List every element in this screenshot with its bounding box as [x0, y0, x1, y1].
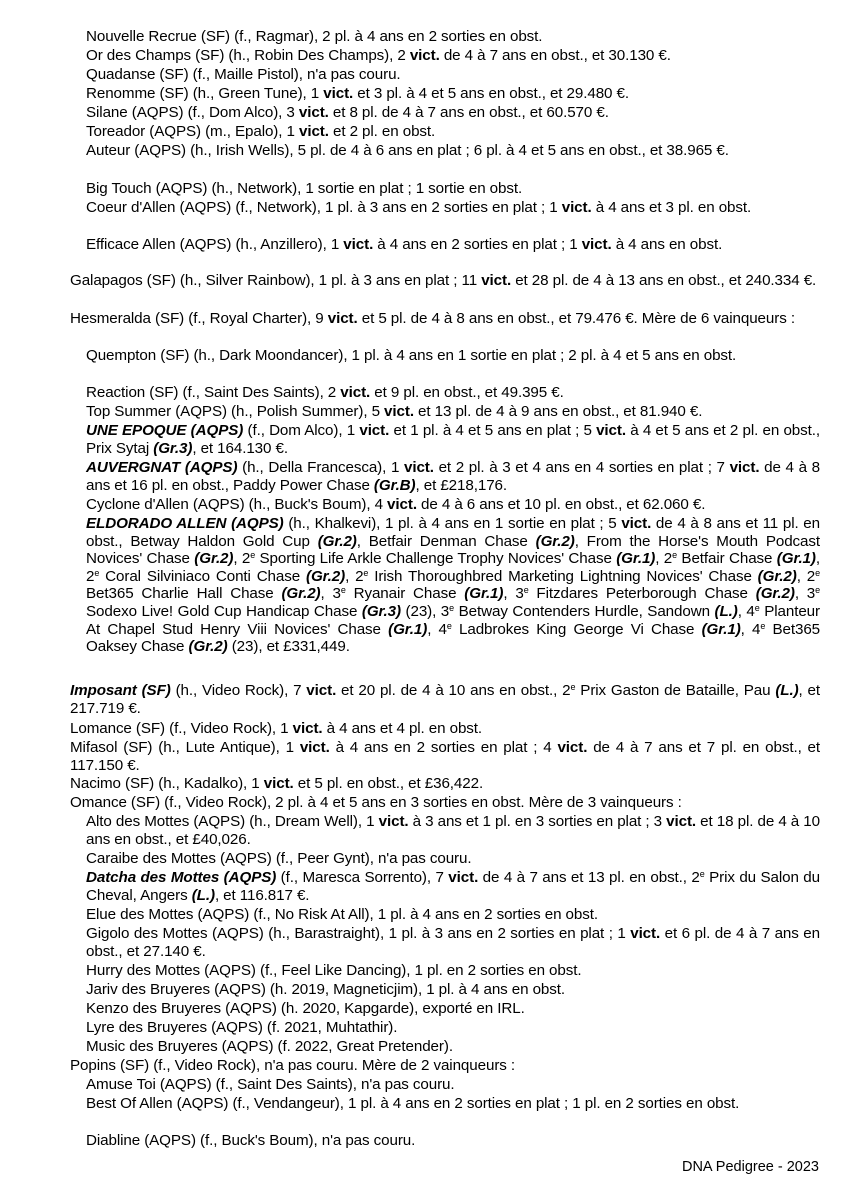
- entry-text: , 2: [86, 550, 820, 585]
- produce-entry: [86, 1038, 820, 1056]
- produce-entry: [86, 123, 820, 141]
- entry-text: Irish Thoroughbred Marketing Lightning Novices' Chase: [368, 567, 758, 585]
- victories-label: vict.: [729, 459, 760, 476]
- entry-text: Silane (AQPS) (f., Dom Alco), 3: [86, 104, 299, 121]
- entry-text: , 2: [655, 550, 673, 568]
- entry-text: Betfair Chase: [677, 550, 777, 568]
- entry-text: Betway Contenders Hurdle, Sandown: [454, 602, 715, 620]
- entry-text: Bet365 Charlie Hall Chase: [86, 585, 282, 603]
- victories-label: vict.: [299, 739, 330, 756]
- entry-text: Music des Bruyeres (AQPS) (f. 2022, Great Pretender).: [86, 1038, 453, 1055]
- entry-text: Gigolo des Mottes (AQPS) (h., Barastraight), 1 pl. à 3 ans en 2 sorties en plat ; 1: [86, 925, 631, 942]
- entry-text: , From the Horse's Mouth Podcast Novices' Chase: [86, 532, 820, 568]
- entry-text: , et 217.719 €.: [70, 682, 820, 717]
- entry-text: Prix du Salon du Cheval, Angers: [86, 869, 820, 904]
- produce-entry: [86, 142, 820, 160]
- race-grade: (Gr.1): [701, 620, 741, 638]
- entry-text: , 3: [794, 585, 816, 603]
- produce-entry: [86, 104, 820, 122]
- produce-entry: [86, 199, 820, 217]
- race-grade: (Gr.1): [464, 585, 504, 603]
- produce-entry: [86, 925, 820, 960]
- produce-entry: [86, 906, 820, 924]
- entry-text: et 9 pl. en obst., et 49.395 €.: [370, 384, 564, 401]
- entry-text: Nacimo (SF) (h., Kadalko), 1: [70, 775, 264, 792]
- victories-label: vict.: [378, 813, 409, 830]
- ordinal-suffix: e: [570, 682, 576, 692]
- race-grade: (L.): [775, 682, 799, 699]
- entry-text: Diabline (AQPS) (f., Buck's Boum), n'a pas couru.: [86, 1132, 416, 1149]
- horse-name-highlight: UNE EPOQUE (AQPS): [86, 422, 244, 439]
- victories-label: vict.: [481, 272, 512, 289]
- entry-text: , 3: [320, 585, 341, 603]
- produce-entry: [86, 28, 820, 46]
- ordinal-suffix: e: [672, 550, 678, 561]
- entry-text: , 4: [737, 602, 755, 620]
- entry-text: et 20 pl. de 4 à 10 ans en obst., 2: [336, 682, 571, 699]
- produce-entry: [86, 384, 820, 402]
- dam-entry: [70, 775, 820, 793]
- entry-text: à 4 ans et 4 pl. en obst.: [322, 720, 483, 737]
- entry-text: Best Of Allen (AQPS) (f., Vendangeur), 1 pl. à 4 ans en 2 sorties en plat ; 1 pl. en 2 sorties en obst.: [86, 1095, 740, 1112]
- entry-text: et 28 pl. de 4 à 13 ans en obst., et 240.334 €.: [511, 272, 817, 289]
- produce-entry: [86, 85, 820, 103]
- entry-text: Caraibe des Mottes (AQPS) (f., Peer Gynt), n'a pas couru.: [86, 850, 472, 867]
- entry-text: Toreador (AQPS) (m., Epalo), 1: [86, 123, 299, 140]
- entry-text: , et £218,176.: [415, 476, 508, 494]
- victories-label: vict.: [403, 459, 434, 476]
- ordinal-suffix: e: [754, 602, 760, 613]
- produce-entry: [86, 47, 820, 65]
- victories-label: vict.: [561, 199, 592, 216]
- entry-text: Efficace Allen (AQPS) (h., Anzillero), 1: [86, 236, 344, 253]
- entry-text: Quadanse (SF) (f., Maille Pistol), n'a pas couru.: [86, 66, 401, 83]
- ordinal-suffix: e: [250, 550, 256, 561]
- entry-text: , et 116.817 €.: [214, 886, 310, 904]
- victories-label: vict.: [306, 682, 337, 699]
- race-grade: (Gr.2): [317, 532, 357, 550]
- victories-label: vict.: [323, 85, 354, 102]
- dam-entry: [70, 272, 820, 290]
- ordinal-suffix: e: [340, 585, 346, 596]
- ordinal-suffix: e: [449, 602, 455, 613]
- entry-text: Cyclone d'Allen (AQPS) (h., Buck's Boum), 4: [86, 496, 388, 513]
- entry-text: et 18 pl. de 4 à 10 ans en obst., et £40,026.: [86, 813, 820, 848]
- produce-entry: [86, 813, 820, 848]
- entry-text: de 4 à 6 ans et 10 pl. en obst., et 62.060 €.: [416, 496, 706, 513]
- entry-text: Jariv des Bruyeres (AQPS) (h. 2019, Magneticjim), 1 pl. à 4 ans en obst.: [86, 981, 566, 998]
- horse-name-highlight: ELDORADO ALLEN (AQPS): [86, 515, 284, 532]
- victories-label: vict.: [557, 739, 588, 756]
- race-grade: (Gr.2): [305, 567, 346, 585]
- victories-label: vict.: [630, 925, 661, 942]
- entry-text: à 4 ans en 2 sorties en plat ; 1: [373, 236, 582, 253]
- entry-text: , 4: [427, 620, 447, 638]
- victories-label: vict.: [384, 403, 414, 420]
- entry-text: Fitzdares Peterborough Chase: [528, 585, 756, 603]
- entry-text: et 8 pl. de 4 à 7 ans en obst., et 60.570 €.: [328, 104, 609, 121]
- entry-text: Hesmeralda (SF) (f., Royal Charter), 9: [70, 310, 328, 327]
- victories-label: vict.: [666, 813, 697, 830]
- entry-text: de 4 à 8 ans et 16 pl. en obst., Paddy Power Chase: [86, 459, 820, 494]
- entry-text: Auteur (AQPS) (h., Irish Wells), 5 pl. de 4 à 6 ans en plat ; 6 pl. à 4 et 5 ans en obst., et 38.965 €.: [86, 142, 729, 159]
- produce-entry: [86, 496, 820, 514]
- entry-text: (23), et £331,449.: [227, 638, 350, 656]
- produce-entry: [86, 66, 820, 84]
- entry-text: Sporting Life Arkle Challenge Trophy Novices' Chase: [255, 550, 617, 568]
- dam-entry: [70, 794, 820, 812]
- entry-text: Galapagos (SF) (h., Silver Rainbow), 1 pl. à 3 ans en plat ; 11: [70, 272, 482, 289]
- race-grade: (Gr.1): [388, 620, 428, 638]
- race-grade: (Gr.2): [194, 550, 234, 568]
- produce-entry: [86, 850, 820, 868]
- entry-text: Top Summer (AQPS) (h., Polish Summer), 5: [86, 403, 385, 420]
- entry-text: Prix Gaston de Bataille, Pau: [575, 682, 776, 699]
- entry-text: Hurry des Mottes (AQPS) (f., Feel Like Dancing), 1 pl. en 2 sorties en obst.: [86, 962, 582, 979]
- produce-entry: [86, 869, 820, 904]
- entry-text: Or des Champs (SF) (h., Robin Des Champs), 2: [86, 47, 410, 64]
- entry-text: (h., Della Francesca), 1: [237, 459, 404, 476]
- produce-entry: [86, 1000, 820, 1018]
- victories-label: vict.: [298, 123, 329, 140]
- entry-text: de 4 à 7 ans et 7 pl. en obst., et 117.150 €.: [70, 739, 821, 774]
- victories-label: vict.: [298, 104, 329, 121]
- produce-entry: [86, 422, 820, 457]
- entry-text: (h., Khalkevi), 1 pl. à 4 ans en 1 sortie en plat ; 5: [283, 515, 622, 532]
- entry-text: Coeur d'Allen (AQPS) (f., Network), 1 pl. à 3 ans en 2 sorties en plat ; 1: [86, 199, 562, 216]
- entry-text: Planteur At Chapel Stud Henry Viii Novices' Chase: [86, 602, 820, 638]
- race-grade: (Gr.1): [776, 550, 816, 568]
- entry-text: (h., Video Rock), 7: [170, 682, 307, 699]
- victories-label: vict.: [581, 236, 612, 253]
- entry-text: Ryanair Chase: [345, 585, 465, 603]
- race-grade: (Gr.2): [755, 585, 795, 603]
- ordinal-suffix: e: [523, 585, 529, 596]
- entry-text: Lomance (SF) (f., Video Rock), 1: [70, 720, 293, 737]
- entry-text: Bet365 Oaksey Chase: [86, 620, 821, 656]
- race-grade: (Gr.B): [373, 476, 416, 494]
- entry-text: Mifasol (SF) (h., Lute Antique), 1: [70, 739, 300, 756]
- horse-name-highlight: Datcha des Mottes (AQPS): [86, 869, 277, 886]
- produce-entry: [86, 1095, 820, 1113]
- produce-entry: [86, 1076, 820, 1094]
- entry-text: Omance (SF) (f., Video Rock), 2 pl. à 4 et 5 ans en 3 sorties en obst. Mère de 3 vainqueurs :: [70, 794, 682, 811]
- race-grade: (L.): [191, 886, 215, 904]
- race-grade: (Gr.3): [153, 439, 193, 457]
- entry-text: Elue des Mottes (AQPS) (f., No Risk At All), 1 pl. à 4 ans en 2 sorties en obst.: [86, 906, 598, 923]
- entry-text: (f., Maresca Sorrento), 7: [276, 869, 449, 886]
- entry-text: Kenzo des Bruyeres (AQPS) (h. 2020, Kapgarde), exporté en IRL.: [86, 1000, 525, 1017]
- entry-text: , et 164.130 €.: [192, 439, 288, 457]
- victories-label: vict.: [448, 869, 479, 886]
- entry-text: de 4 à 7 ans en obst., et 30.130 €.: [439, 47, 671, 64]
- entry-text: Lyre des Bruyeres (AQPS) (f. 2021, Muhtathir).: [86, 1019, 398, 1036]
- entry-text: (f., Dom Alco), 1: [243, 422, 360, 439]
- entry-text: , 4: [740, 620, 761, 638]
- dam-entry: [70, 1057, 820, 1075]
- produce-entry: [86, 347, 820, 365]
- produce-entry: [86, 981, 820, 999]
- race-grade: (Gr.3): [361, 602, 401, 620]
- victories-label: vict.: [343, 236, 374, 253]
- dam-entry: [70, 682, 820, 717]
- entry-text: Big Touch (AQPS) (h., Network), 1 sortie en plat ; 1 sortie en obst.: [86, 180, 523, 197]
- entry-text: et 2 pl. en obst.: [328, 123, 436, 140]
- race-grade: (Gr.2): [757, 567, 797, 585]
- page-footer: DNA Pedigree - 2023: [681, 1159, 819, 1175]
- entry-text: Coral Silviniaco Conti Chase: [99, 567, 306, 585]
- produce-entry: [86, 515, 820, 656]
- horse-name-highlight: AUVERGNAT (AQPS): [86, 459, 238, 476]
- entry-text: Alto des Mottes (AQPS) (h., Dream Well), 1: [86, 813, 379, 830]
- entry-text: à 4 ans et 3 pl. en obst.: [591, 199, 752, 216]
- ordinal-suffix: e: [94, 567, 100, 578]
- victories-label: vict.: [340, 384, 371, 401]
- entry-text: Quempton (SF) (h., Dark Moondancer), 1 pl. à 4 ans en 1 sortie en plat ; 2 pl. à 4 et 5 ans en obst.: [86, 347, 737, 364]
- entry-text: et 5 pl. de 4 à 8 ans en obst., et 79.476 €. Mère de 6 vainqueurs :: [357, 310, 795, 327]
- victories-label: vict.: [263, 775, 294, 792]
- produce-entry: [86, 962, 820, 980]
- entry-text: , 2: [796, 567, 816, 585]
- entry-text: Sodexo Live! Gold Cup Handicap Chase: [86, 602, 362, 620]
- entry-text: et 6 pl. de 4 à 7 ans en obst., et 27.140 €.: [86, 925, 820, 960]
- race-grade: (Gr.2): [535, 532, 575, 550]
- ordinal-suffix: e: [699, 869, 705, 879]
- victories-label: vict.: [596, 422, 626, 439]
- race-grade: (Gr.2): [281, 585, 321, 603]
- entry-text: et 2 pl. à 3 et 4 ans en 4 sorties en plat ; 7: [433, 459, 730, 476]
- entry-text: Amuse Toi (AQPS) (f., Saint Des Saints), n'a pas couru.: [86, 1076, 455, 1093]
- produce-entry: [86, 236, 820, 254]
- ordinal-suffix: e: [446, 620, 452, 631]
- entry-text: et 5 pl. en obst., et £36,422.: [293, 775, 484, 792]
- entry-text: de 4 à 7 ans et 13 pl. en obst., 2: [478, 869, 700, 886]
- produce-entry: [86, 1019, 820, 1037]
- entry-text: à 4 ans en obst.: [611, 236, 723, 253]
- entry-text: , 2: [233, 550, 251, 568]
- entry-text: Reaction (SF) (f., Saint Des Saints), 2: [86, 384, 341, 401]
- entry-text: et 3 pl. à 4 et 5 ans en obst., et 29.480 €.: [353, 85, 629, 102]
- entry-text: Popins (SF) (f., Video Rock), n'a pas couru. Mère de 2 vainqueurs :: [70, 1057, 516, 1074]
- dam-entry: [70, 739, 820, 774]
- entry-text: et 13 pl. de 4 à 9 ans en obst., et 81.940 €.: [413, 403, 703, 420]
- produce-entry: [86, 180, 820, 198]
- entry-text: à 4 ans en 2 sorties en plat ; 4: [329, 739, 558, 756]
- race-grade: (L.): [714, 602, 738, 620]
- entry-text: de 4 à 8 ans et 11 pl. en obst., Betway Haldon Gold Cup: [86, 515, 820, 550]
- victories-label: vict.: [387, 496, 417, 513]
- victories-label: vict.: [292, 720, 323, 737]
- produce-entry: [86, 403, 820, 421]
- ordinal-suffix: e: [815, 567, 821, 578]
- victories-label: vict.: [621, 515, 652, 532]
- ordinal-suffix: e: [760, 620, 766, 631]
- produce-entry: [86, 459, 820, 494]
- entry-text: et 1 pl. à 4 et 5 ans en plat ; 5: [389, 422, 597, 439]
- ordinal-suffix: e: [363, 567, 369, 578]
- victories-label: vict.: [327, 310, 358, 327]
- entry-text: Nouvelle Recrue (SF) (f., Ragmar), 2 pl. à 4 ans en 2 sorties en obst.: [86, 28, 543, 45]
- dam-entry: [70, 720, 820, 738]
- race-grade: (Gr.1): [616, 550, 656, 568]
- entry-text: Ladbrokes King George Vi Chase: [451, 620, 702, 638]
- entry-text: à 3 ans et 1 pl. en 3 sorties en plat ; 3: [408, 813, 667, 830]
- dam-entry: [70, 310, 820, 328]
- entry-text: , 3: [503, 585, 524, 603]
- victories-label: vict.: [359, 422, 390, 439]
- entry-text: , 2: [345, 567, 364, 585]
- entry-text: à 4 et 5 ans et 2 pl. en obst., Prix Sytaj: [86, 422, 821, 457]
- horse-name-highlight: Imposant (SF): [70, 682, 171, 699]
- entry-text: (23), 3: [400, 602, 450, 620]
- entry-text: Renomme (SF) (h., Green Tune), 1: [86, 85, 324, 102]
- produce-entry: [86, 1132, 820, 1150]
- ordinal-suffix: e: [815, 585, 821, 596]
- entry-text: , Betfair Denman Chase: [356, 532, 536, 550]
- victories-label: vict.: [409, 47, 440, 64]
- race-grade: (Gr.2): [188, 638, 228, 656]
